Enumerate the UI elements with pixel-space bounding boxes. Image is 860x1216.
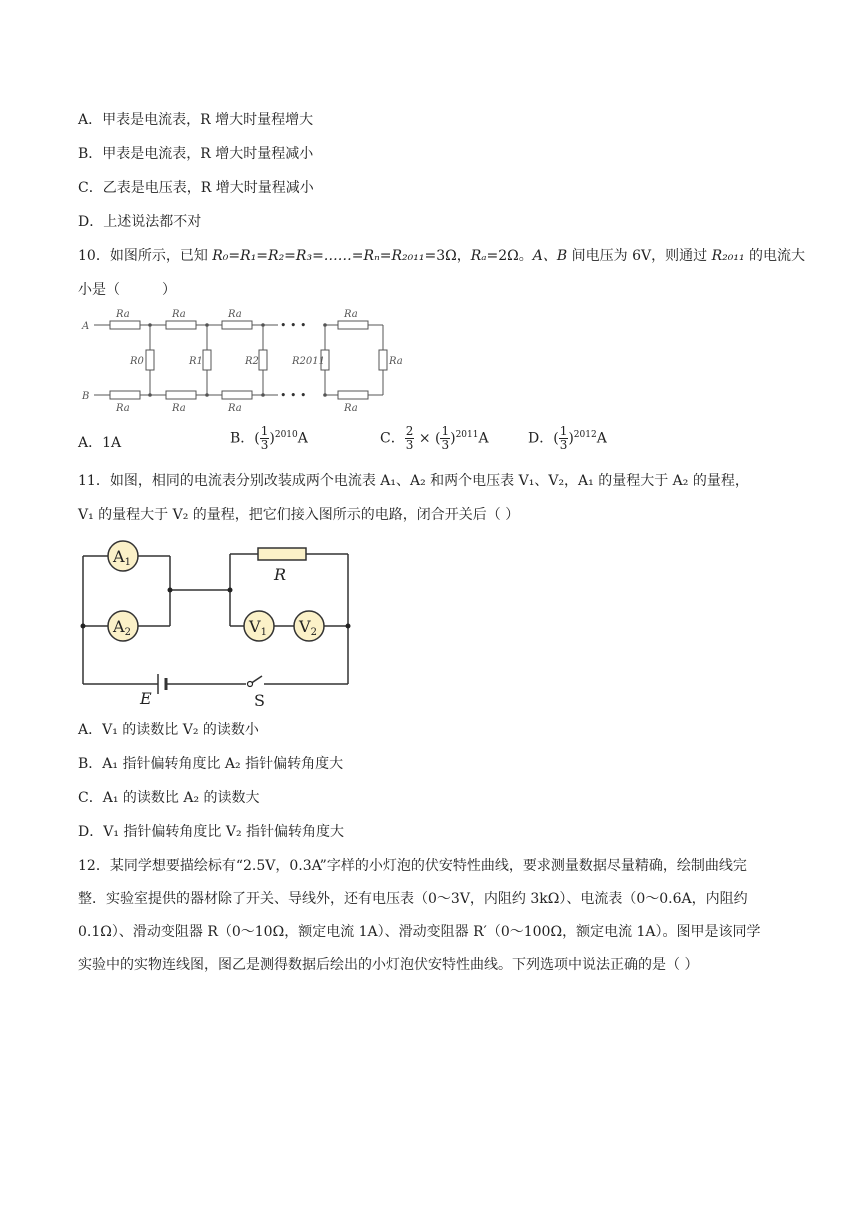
e-label: E: [140, 689, 152, 708]
q11-option-d: D．V₁ 指针偏转角度比 V₂ 指针偏转角度大: [78, 824, 345, 840]
denominator: 3: [405, 438, 414, 452]
ra-label: Ra: [172, 403, 186, 414]
q10-text: 间电压为 6V，则通过: [567, 248, 712, 264]
ra-resistor: [166, 321, 196, 329]
q10-r2011: R₂₀₁₁: [711, 248, 745, 264]
r0-label: R0: [130, 356, 144, 367]
ellipsis-top: • • •: [280, 319, 307, 332]
q9-option-a: A．甲表是电流表，R 增大时量程增大: [78, 112, 314, 128]
ra-resistor: [110, 391, 140, 399]
q11-meter-circuit: [78, 536, 358, 711]
q10-option-c: C． $\frac{2}{3}$ × ( $\frac{1}{3}$ )$^{2011}$A: [380, 424, 489, 452]
denominator: 3: [260, 438, 269, 452]
q10-option-c-label: C．: [380, 430, 405, 447]
q10-stem-line2: 小是（ ）: [78, 282, 176, 298]
r1-label: R1: [189, 356, 203, 367]
q10-ra: Rₐ: [470, 248, 487, 264]
terminal-b: B: [82, 391, 90, 402]
q10-terminals: A、B: [532, 248, 568, 264]
fraction-one-third: [440, 425, 450, 452]
q10-option-d-label: D．(: [528, 430, 559, 447]
q10-text: =2Ω。: [486, 248, 533, 264]
q10-option-b: B．( $\frac{1}{3}$ )$^{2010}$A: [230, 424, 308, 452]
ra-resistor: [110, 321, 140, 329]
ra-resistor: [222, 321, 252, 329]
ra-resistor: [379, 350, 387, 370]
r2-label: R2: [245, 356, 259, 367]
q11-stem-line2: V₁ 的量程大于 V₂ 的量程，把它们接入图所示的电路，闭合开关后（ ）: [78, 507, 520, 523]
q10-text: 10．如图所示，已知: [78, 248, 213, 264]
q10-text: =3Ω，: [424, 248, 471, 264]
unit: A: [596, 430, 607, 447]
q10-ladder-circuit: [70, 304, 410, 419]
ellipsis-bottom: • • •: [280, 389, 307, 402]
q10-resistor-equation: R₀=R₁=R₂=R₃=……=Rₙ=R₂₀₁₁: [212, 248, 425, 264]
q10-option-a: A．1A: [78, 435, 122, 451]
numerator: 1: [441, 424, 450, 438]
times-sign: ×: [418, 430, 431, 447]
r2011-label: R2011: [292, 356, 325, 367]
v2-label: V2: [299, 617, 317, 638]
terminal-a: A: [82, 321, 90, 332]
a2-label: A2: [113, 617, 131, 638]
ra-resistor: [166, 391, 196, 399]
ra-label: Ra: [172, 309, 186, 320]
q11-option-b: B．A₁ 指针偏转角度比 A₂ 指针偏转角度大: [78, 756, 344, 772]
r1-resistor: [203, 350, 211, 370]
exponent: 2011: [455, 429, 479, 440]
ra-label: Ra: [344, 403, 358, 414]
q12-stem-line1: 12．某同学想要描绘标有“2.5V，0.3A”字样的小灯泡的伏安特性曲线，要求测量数据尽量精确，绘制曲线完: [78, 858, 747, 874]
numerator: 1: [260, 424, 269, 438]
ra-label: Ra: [228, 403, 242, 414]
q11-option-a: A．V₁ 的读数比 V₂ 的读数小: [78, 722, 259, 738]
ra-resistor: [338, 321, 368, 329]
q10-option-b-label: B．(: [230, 430, 260, 447]
unit: A: [297, 430, 308, 447]
ra-label: Ra: [344, 309, 358, 320]
numerator: 1: [559, 424, 568, 438]
v1-label: V1: [249, 617, 267, 638]
unit: A: [478, 430, 489, 447]
a1-label: A1: [113, 547, 131, 568]
fraction-one-third: [260, 425, 270, 452]
ra-label: Ra: [116, 309, 130, 320]
q10-text: 的电流大: [744, 248, 806, 264]
q9-option-d: D．上述说法都不对: [78, 214, 202, 230]
fraction-two-thirds: [405, 425, 415, 452]
ra-label: Ra: [116, 403, 130, 414]
q9-option-c: C．乙表是电压表，R 增大时量程减小: [78, 180, 314, 196]
s-label: S: [254, 691, 265, 710]
fraction-one-third: [559, 425, 569, 452]
ra-resistor: [222, 391, 252, 399]
denominator: 3: [441, 438, 450, 452]
q10-stem-line1: [78, 246, 805, 266]
exponent: 2012: [573, 429, 597, 440]
q12-stem-line4: 实验中的实物连线图，图乙是测得数据后绘出的小灯泡伏安特性曲线。下列选项中说法正确的是（ ）: [78, 957, 699, 973]
denominator: 3: [559, 438, 568, 452]
q11-stem-line1: 11．如图，相同的电流表分别改装成两个电流表 A₁、A₂ 和两个电压表 V₁、V₂，A₁ 的量程大于 A₂ 的量程，: [78, 473, 749, 489]
r2-resistor: [259, 350, 267, 370]
q10-option-d: D．( $\frac{1}{3}$ )$^{2012}$A: [528, 424, 607, 452]
r-label: R: [274, 565, 287, 584]
q9-option-b: B．甲表是电流表，R 增大时量程减小: [78, 146, 314, 162]
ra-label: Ra: [228, 309, 242, 320]
q12-stem-line2: 整．实验室提供的器材除了开关、导线外，还有电压表（0～3V，内阻约 3kΩ）、电流表（0～0.6A，内阻约: [78, 891, 748, 907]
resistor-r: [258, 548, 306, 560]
numerator: 2: [405, 424, 414, 438]
r0-resistor: [146, 350, 154, 370]
q12-stem-line3: 0.1Ω）、滑动变阻器 R（0～10Ω，额定电流 1A）、滑动变阻器 R′（0～100Ω，额定电流 1A）。图甲是该同学: [78, 924, 761, 940]
exponent: 2010: [274, 429, 298, 440]
ra-resistor: [338, 391, 368, 399]
ra-label: Ra: [389, 356, 403, 367]
q11-option-c: C．A₁ 的读数比 A₂ 的读数大: [78, 790, 260, 806]
